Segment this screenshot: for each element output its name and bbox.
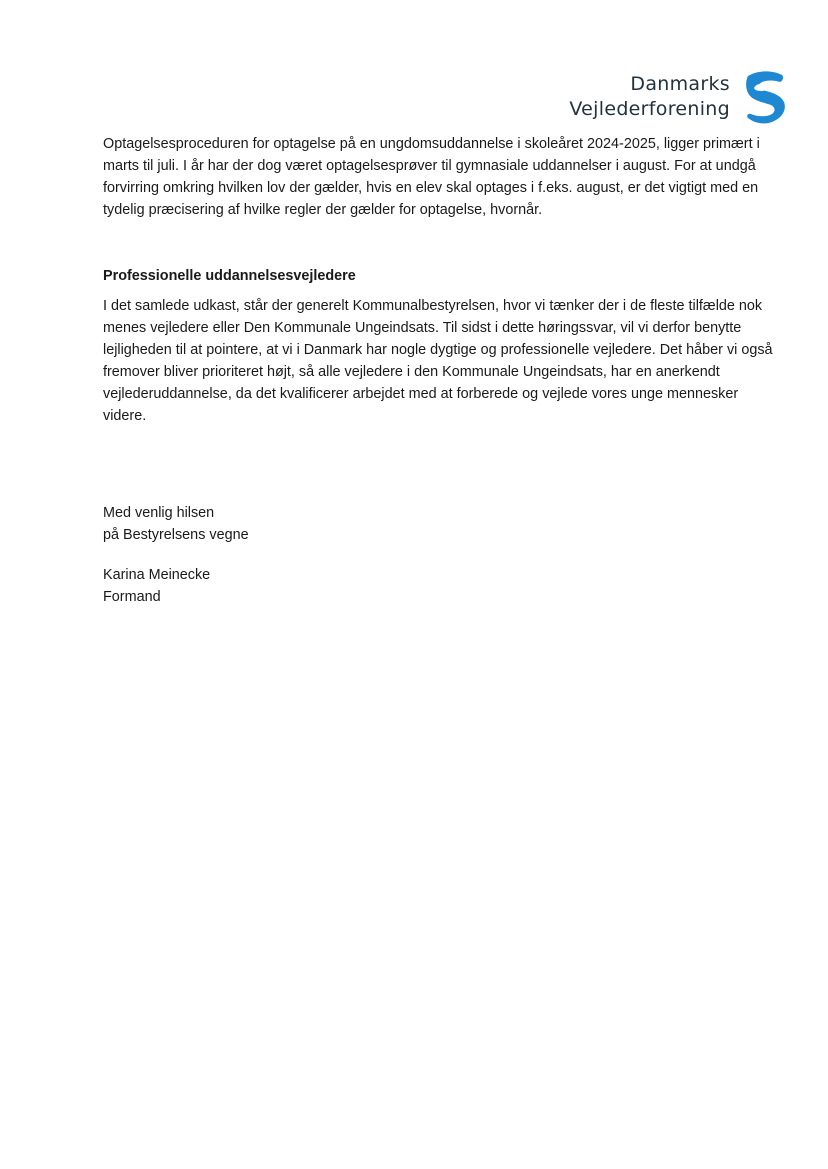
signer-title: Formand <box>103 589 161 605</box>
logo-wordmark <box>569 72 730 122</box>
closing-block <box>103 502 783 546</box>
paragraph-professional-counselors: I det samlede udkast, står der generelt Kommunalbestyrelsen, hvor vi tænker der i de fleste tilfælde nok menes vejledere eller Den Kommunale Ungeindsats. Til sidst i dette høringssvar, vil vi derfor benytte lejligheden til at pointere, at vi i Danmark har nogle dygtige og professionelle vejledere. Det håber vi også fremover bliver prioriteret højt, så alle vejledere i den Kommunale Ungeindsats, har en anerkendt vejlederuddannelse, da det kvalificerer arbejdet med at forberede og vejlede vores unge mennesker videre. <box>103 298 773 424</box>
organization-logo <box>560 66 792 128</box>
signer-block <box>103 564 783 608</box>
logo-line-2: Vejlederforening <box>569 98 730 120</box>
logo-line-1: Danmarks <box>630 73 730 95</box>
closing-greeting: Med venlig hilsen <box>103 505 215 521</box>
dvf-swirl-icon <box>740 68 788 124</box>
signer-name: Karina Meinecke <box>103 567 211 583</box>
paragraph-admission-procedure: Optagelsesproceduren for optagelse på en ungdomsuddannelse i skoleåret 2024-2025, ligger primært i marts til juli. I år har der dog været optagelsesprøver til gymnasiale uddannelser i august. For at undgå forvirring omkring hvilken lov der gælder, hvis en elev skal optages i f.eks. august, er det vigtigt med en tydelig præcisering af hvilke regler der gælder for optagelse, hvornår. <box>103 136 760 218</box>
letter-body <box>103 133 783 608</box>
section-heading: Professionelle uddannelsesvejledere <box>103 268 356 284</box>
closing-on-behalf: på Bestyrelsens vegne <box>103 527 249 543</box>
